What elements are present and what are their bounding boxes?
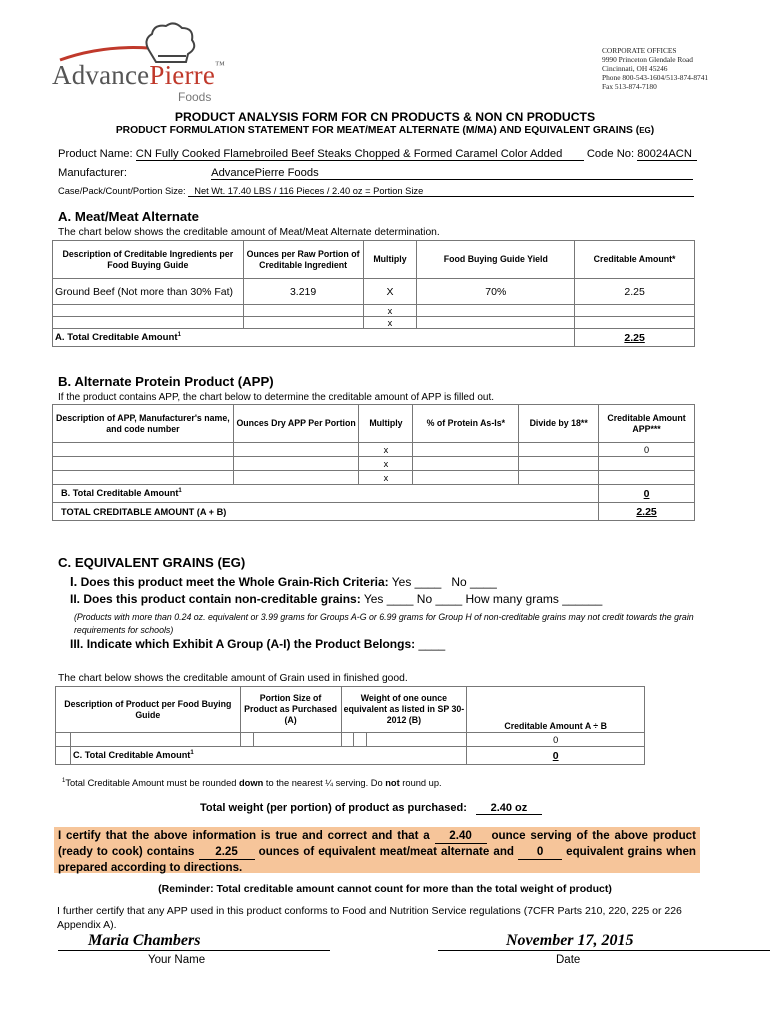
- total-b-value[interactable]: 0: [599, 485, 695, 503]
- logo-foods: Foods: [178, 90, 212, 104]
- header-cell: Ounces per Raw Portion of Creditable Ingredient: [243, 241, 363, 279]
- section-c-title: C. EQUIVALENT GRAINS (EG): [58, 555, 246, 570]
- total-weight-row: Total weight (per portion) of product as purchased: 2.40 oz: [200, 802, 542, 815]
- table-row: x: [53, 457, 695, 471]
- header-cell: Food Buying Guide Yield: [417, 241, 575, 279]
- certification-statement: I certify that the above information is true and correct and that a 2.40 ounce serving of the above product (ready to cook) contains 2.25 ounces of equivalent meat/meat alternate and 0 equivalent grains when prepared according to directions.: [58, 829, 696, 874]
- code-field[interactable]: 80024ACN: [637, 148, 697, 161]
- section-b-title: B. Alternate Protein Product (APP): [58, 374, 274, 389]
- section-a-title: A. Meat/Meat Alternate: [58, 209, 199, 224]
- group-field[interactable]: ____: [418, 637, 446, 651]
- section-c-intro: The chart below shows the creditable amount of Grain used in finished good.: [58, 673, 408, 684]
- grain-note: (Products with more than 0.24 oz. equivalent or 3.99 grams for Groups A-G or 6.99 grams for Group H of non-creditable grains may not credit towards the grain requirements for schools): [74, 612, 694, 635]
- grain-table: Description of Product per Food Buying Guide Portion Size of Product as Purchased (A) Weight of one ounce equivalent as listed in SP 30-2012 (B) Creditable Amount A ÷ B 0 C. Total Creditable Amount$^1$ 0: [55, 686, 645, 765]
- app-certification: I further certify that any APP used in this product conforms to Food and Nutrition Service regulations (7CFR Parts 210, 220, 225 or 226 Appendix A).: [57, 905, 682, 931]
- serving-field[interactable]: 2.40: [435, 828, 487, 844]
- name-line: [58, 950, 330, 951]
- table-row: 0: [56, 733, 645, 747]
- case-pack-field[interactable]: Net Wt. 17.40 LBS / 116 Pieces / 2.40 oz = Portion Size: [188, 186, 694, 197]
- name-label: Your Name: [148, 954, 206, 966]
- total-row: B. Total Creditable Amount$^1$ 0: [53, 485, 695, 503]
- manufacturer-field[interactable]: AdvancePierre Foods: [211, 167, 693, 180]
- manufacturer-row: Manufacturer: AdvancePierre Foods: [58, 167, 693, 180]
- meat-table: [52, 240, 695, 347]
- total-row: C. Total Creditable Amount$^1$ 0: [56, 747, 645, 765]
- table-row: x: [53, 317, 695, 329]
- noncred-no[interactable]: No ____: [416, 592, 463, 606]
- signature-name[interactable]: Maria Chambers: [88, 932, 201, 949]
- noncred-yes[interactable]: Yes ____: [363, 592, 414, 606]
- table-row: x: [53, 471, 695, 485]
- case-pack-row: Case/Pack/Count/Portion Size: Net Wt. 17.40 LBS / 116 Pieces / 2.40 oz = Portion Size: [58, 186, 694, 197]
- logo-wordmark: AdvancePierre™: [52, 60, 226, 90]
- mma-field[interactable]: 2.25: [199, 844, 255, 860]
- table-row: x: [53, 305, 695, 317]
- product-name-field[interactable]: CN Fully Cooked Flamebroiled Beef Steaks Chopped & Formed Caramel Color Added: [136, 148, 584, 161]
- date-line: [438, 950, 770, 951]
- date-label: Date: [556, 954, 581, 966]
- grand-total-value[interactable]: 2.25: [599, 503, 695, 521]
- section-b-intro: If the product contains APP, the chart below to determine the creditable amount of APP is filled out.: [58, 392, 495, 403]
- question-3: III. Indicate which Exhibit A Group (A-I) the Product Belongs: ____: [70, 637, 446, 651]
- wgr-yes[interactable]: Yes ____: [391, 575, 442, 589]
- question-2: II. Does this product contain non-creditable grains: Yes ____ No ____ How many grams ______: [70, 592, 603, 606]
- wgr-no[interactable]: No ____: [451, 575, 497, 589]
- app-table: Description of APP, Manufacturer's name, and code number Ounces Dry APP Per Portion Multiply % of Protein As-Is* Divide by 18** Creditable Amount APP*** x 0 x x B. Total Creditable Amount$^1$ 0 TOTAL CREDITABLE AMOUNT (A + B) 2.25: [52, 404, 695, 521]
- header-cell: Multiply: [363, 241, 417, 279]
- corporate-address: CORPORATE OFFICES 9990 Princeton Glendale Road Cincinnati, OH 45246 Phone 800-543-1604/513-874-8741 Fax 513-874-7180: [602, 46, 709, 91]
- total-row: A. Total Creditable Amount$^1$ 2.25: [53, 329, 695, 347]
- total-weight-field[interactable]: 2.40 oz: [476, 802, 542, 815]
- signature-date[interactable]: November 17, 2015: [506, 932, 634, 949]
- form-title: PRODUCT ANALYSIS FORM FOR CN PRODUCTS & NON CN PRODUCTS: [174, 110, 596, 124]
- grand-total-row: TOTAL CREDITABLE AMOUNT (A + B) 2.25: [53, 503, 695, 521]
- product-name-row: Product Name: CN Fully Cooked Flamebroiled Beef Steaks Chopped & Formed Caramel Color Added Code No: 80024ACN: [58, 148, 697, 161]
- grains-field[interactable]: 0: [518, 844, 562, 860]
- header-cell: Creditable Amount*: [575, 241, 695, 279]
- reminder-text: (Reminder: Total creditable amount cannot count for more than the total weight of product): [158, 883, 612, 895]
- table-row: Ground Beef (Not more than 30% Fat) 3.219 X 70% 2.25: [53, 279, 695, 305]
- total-c-value[interactable]: 0: [467, 747, 645, 765]
- grams-field[interactable]: How many grams ______: [465, 592, 603, 606]
- rounding-footnote: $^1$Total Creditable Amount must be rounded down to the nearest ¼ serving. Do not round up.: [62, 778, 442, 789]
- question-1: I. Does this product meet the Whole Grain-Rich Criteria: Yes ____ No ____: [70, 574, 497, 589]
- section-a-intro: The chart below shows the creditable amount of Meat/Meat Alternate determination.: [58, 227, 440, 238]
- header-cell: Description of Creditable Ingredients per Food Buying Guide: [53, 241, 244, 279]
- total-a-value[interactable]: 2.25: [575, 329, 695, 347]
- form-subtitle: PRODUCT FORMULATION STATEMENT FOR MEAT/MEAT ALTERNATE (M/MA) AND EQUIVALENT GRAINS (EG): [115, 125, 655, 136]
- table-row: x 0: [53, 443, 695, 457]
